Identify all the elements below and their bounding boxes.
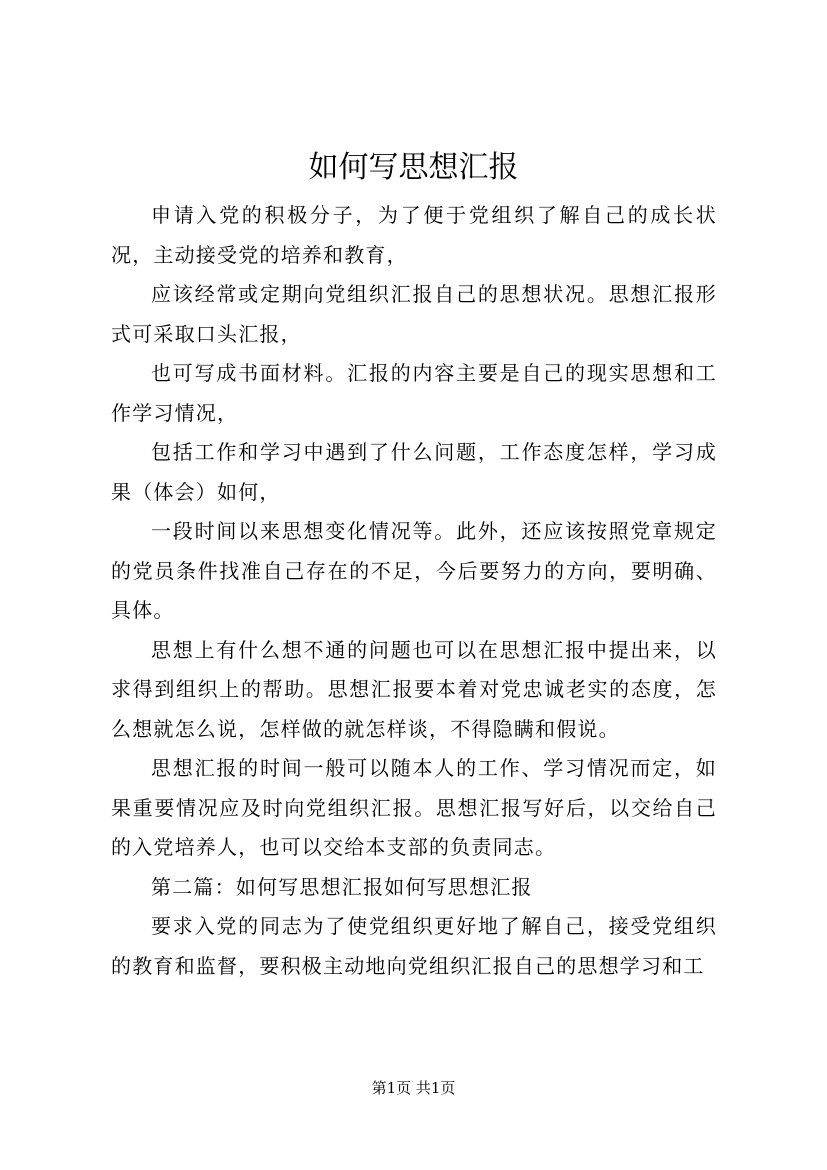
paragraph: 要求入党的同志为了使党组织更好地了解自己，接受党组织的教育和监督，要积极主动地向党组织汇报自己的思想学习和工	[111, 914, 717, 978]
paragraph: 也可写成书面材料。汇报的内容主要是自己的现实思想和工作学习情况，	[111, 361, 717, 425]
page-footer: 第1页 共1页	[371, 1079, 456, 1097]
paragraph: 一段时间以来思想变化情况等。此外，还应该按照党章规定的党员条件找准自己存在的不足，今后要努力的方向，要明确、具体。	[111, 519, 717, 622]
paragraph: 思想上有什么想不通的问题也可以在思想汇报中提出来，以求得到组织上的帮助。思想汇报要本着对党忠诚老实的态度，怎么想就怎么说，怎样做的就怎样谈，不得隐瞒和假说。	[111, 637, 717, 741]
paragraph: 思想汇报的时间一般可以随本人的工作、学习情况而定，如果重要情况应及时向党组织汇报。思想汇报写好后，以交给自己的入党培养人，也可以交给本支部的负责同志。	[111, 756, 717, 859]
paragraph: 包括工作和学习中遇到了什么问题，工作态度怎样，学习成果（体会）如何，	[111, 440, 717, 504]
document-title: 如何写思想汇报	[308, 150, 519, 185]
section-heading: 第二篇：如何写思想汇报如何写思想汇报	[151, 874, 533, 899]
document-body	[111, 196, 717, 986]
paragraph: 应该经常或定期向党组织汇报自己的思想状况。思想汇报形式可采取口头汇报，	[111, 282, 717, 346]
paragraph: 申请入党的积极分子，为了便于党组织了解自己的成长状况，主动接受党的培养和教育，	[111, 203, 717, 267]
